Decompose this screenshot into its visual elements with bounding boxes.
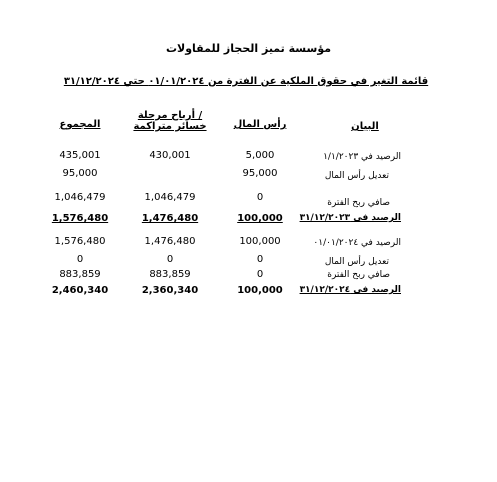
capital-cell: 100,000 bbox=[237, 213, 283, 224]
capital-cell: 100,000 bbox=[237, 285, 283, 296]
profits-cell: 2,360,340 bbox=[141, 285, 199, 296]
statement-cell: الرصيد في ١/١/٢٠٢٣ bbox=[323, 152, 401, 162]
profits-cell: 1,046,479 bbox=[144, 192, 196, 203]
header-capital: رأس المال bbox=[233, 119, 287, 130]
statement-cell: صافي ربح الفترة bbox=[327, 198, 390, 208]
total-cell: 0 bbox=[76, 254, 84, 265]
total-cell: 95,000 bbox=[62, 168, 98, 179]
capital-cell: 0 bbox=[256, 254, 264, 265]
statement-cell: الرصيد فى ٣١/١٢/٢٠٢٤ bbox=[299, 285, 401, 295]
profits-cell: 883,859 bbox=[149, 269, 191, 280]
capital-cell: 95,000 bbox=[242, 168, 278, 179]
header-profits bbox=[125, 110, 215, 132]
statement-cell: تعديل رأس المال bbox=[324, 171, 389, 181]
capital-cell: 0 bbox=[256, 269, 264, 280]
profits-cell: 430,001 bbox=[149, 150, 191, 161]
header-profits-line2: خسائر متراكمة bbox=[133, 121, 207, 132]
statement-title: قائمة التغير في حقوق الملكية عن الفترة من ٠١/٠١/٢٠٢٤ حتي ٣١/١٢/٢٠٢٤ bbox=[63, 76, 429, 87]
profits-cell: 1,476,480 bbox=[141, 213, 199, 224]
total-cell: 1,046,479 bbox=[54, 192, 106, 203]
statement-cell: تعديل رأس المال bbox=[324, 257, 389, 267]
statement-cell: صافي ربح الفترة bbox=[327, 270, 390, 280]
company-title: مؤسسة تميز الحجاز للمقاولات bbox=[165, 42, 332, 55]
header-total: المجموع bbox=[59, 119, 101, 130]
profits-cell: 0 bbox=[166, 254, 174, 265]
header-profits-line1: أرباح مرحلة / bbox=[137, 110, 203, 121]
capital-cell: 5,000 bbox=[245, 150, 275, 161]
statement-cell: الرصيد في ٠١/٠١/٢٠٢٤ bbox=[313, 238, 401, 248]
total-cell: 883,859 bbox=[59, 269, 101, 280]
total-cell: 1,576,480 bbox=[54, 236, 106, 247]
profits-cell: 1,476,480 bbox=[144, 236, 196, 247]
total-cell: 1,576,480 bbox=[51, 213, 109, 224]
capital-cell: 100,000 bbox=[239, 236, 281, 247]
capital-cell: 0 bbox=[256, 192, 264, 203]
statement-cell: الرصيد فى ٣١/١٢/٢٠٢٣ bbox=[299, 213, 401, 223]
total-cell: 435,001 bbox=[59, 150, 101, 161]
header-statement: البيان bbox=[351, 121, 379, 132]
total-cell: 2,460,340 bbox=[51, 285, 109, 296]
